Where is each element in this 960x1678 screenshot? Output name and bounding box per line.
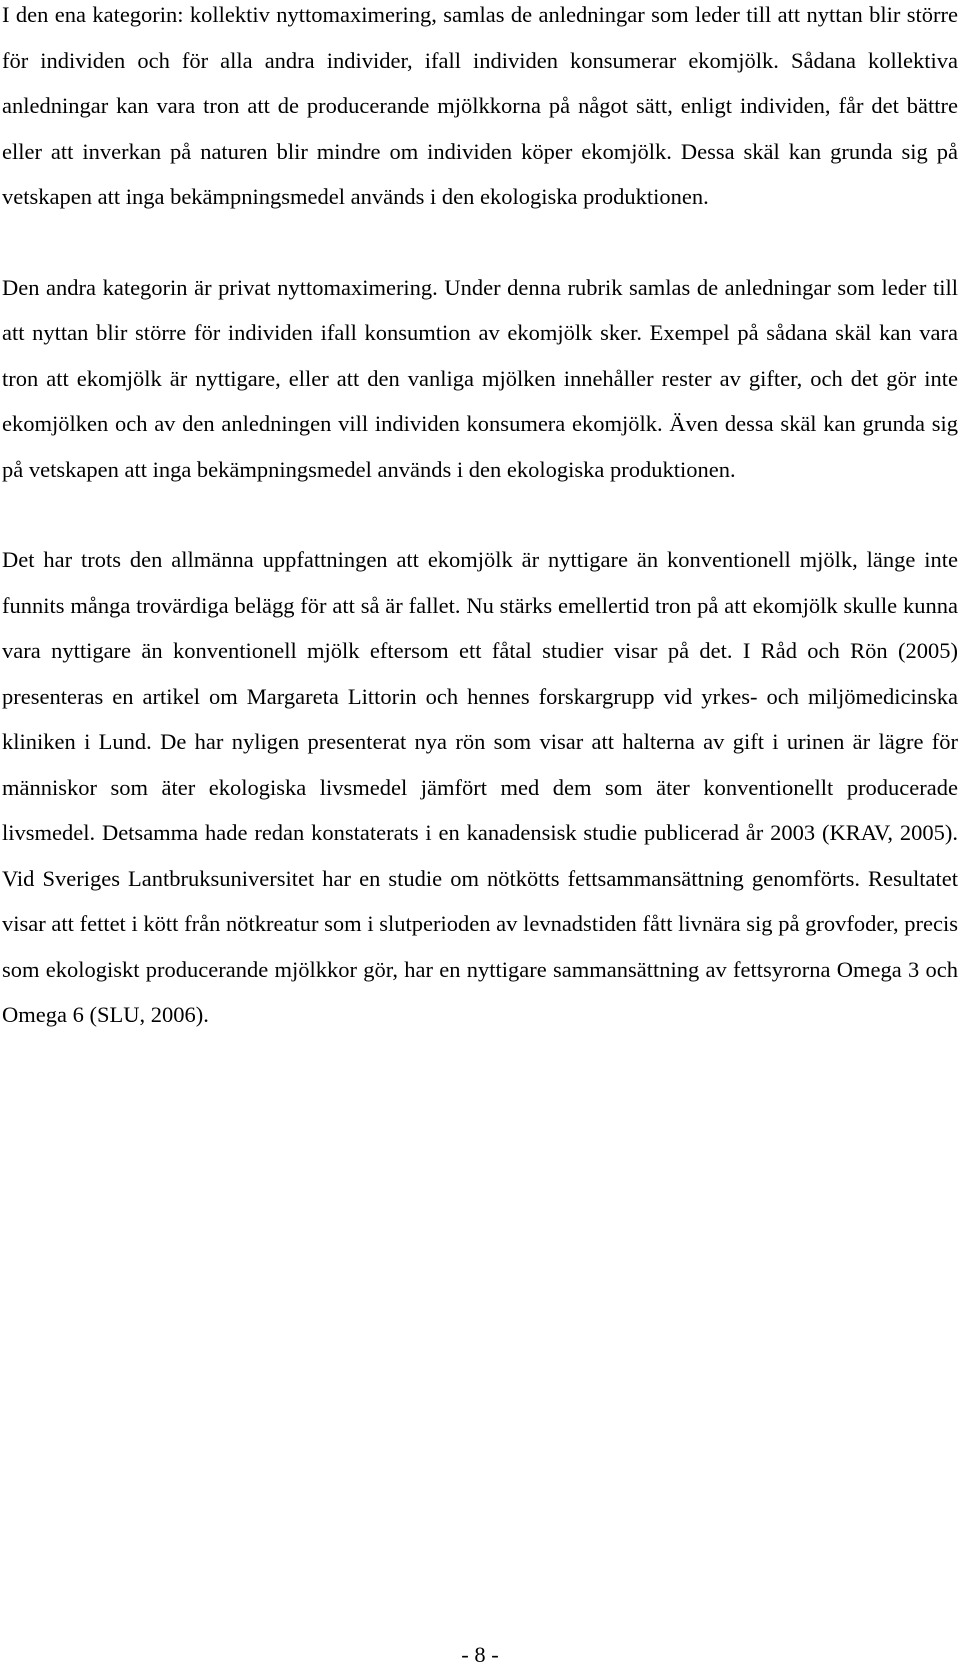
paragraph-health-studies: Det har trots den allmänna uppfattningen att ekomjölk är nyttigare än konventionell mjölk, länge inte funnits många trovärdiga belägg för att så är fallet. Nu stärks emellertid tron på att ekomjölk skulle kunna vara nyttigare än konventionell mjölk eftersom ett fåtal studier visar på det. I Råd och Rön (2005) presenteras en artikel om Margareta Littorin och hennes forskargrupp vid yrkes- och miljömedicinska kliniken i Lund. De har nyligen presenterat nya rön som visar att halterna av gift i urinen är lägre för människor som äter ekologiska livsmedel jämfört med dem som äter konventionellt producerade livsmedel. Detsamma hade redan konstaterats i en kanadensisk studie publicerad år 2003 (KRAV, 2005). Vid Sveriges Lantbruksuniversitet har en studie om nötkötts fettsammansättning genomförts. Resultatet visar att fettet i kött från nötkreatur som i slutperioden av levnadstiden fått livnära sig på grovfoder, precis som ekologiskt producerande mjölkkor gör, har en nyttigare sammansättning av fettsyrorna Omega 3 och Omega 6 (SLU, 2006). (2, 547, 958, 1027)
paragraph-spacer (2, 492, 958, 537)
document-page (2, 0, 958, 1038)
page-number: - 8 - (461, 1642, 499, 1667)
paragraph-private-utility: Den andra kategorin är privat nyttomaximering. Under denna rubrik samlas de anledningar som leder till att nyttan blir större för individen ifall konsumtion av ekomjölk sker. Exempel på sådana skäl kan vara tron att ekomjölk är nyttigare, eller att den vanliga mjölken innehåller rester av gifter, och det gör inte ekomjölken och av den anledningen vill individen konsumera ekomjölk. Även dessa skäl kan grunda sig på vetskapen att inga bekämpningsmedel används i den ekologiska produktionen. (2, 274, 958, 482)
paragraph-collective-utility: I den ena kategorin: kollektiv nyttomaximering, samlas de anledningar som leder till att nyttan blir större för individen och för alla andra individer, ifall individen konsumerar ekomjölk. Sådana kollektiva anledningar kan vara tron att de producerande mjölkkorna på något sätt, enligt individen, får det bättre eller att inverkan på naturen blir mindre om individen köper ekomjölk. Dessa skäl kan grunda sig på vetskapen att inga bekämpningsmedel används i den ekologiska produktionen. (2, 2, 958, 209)
paragraph-spacer (2, 220, 958, 265)
